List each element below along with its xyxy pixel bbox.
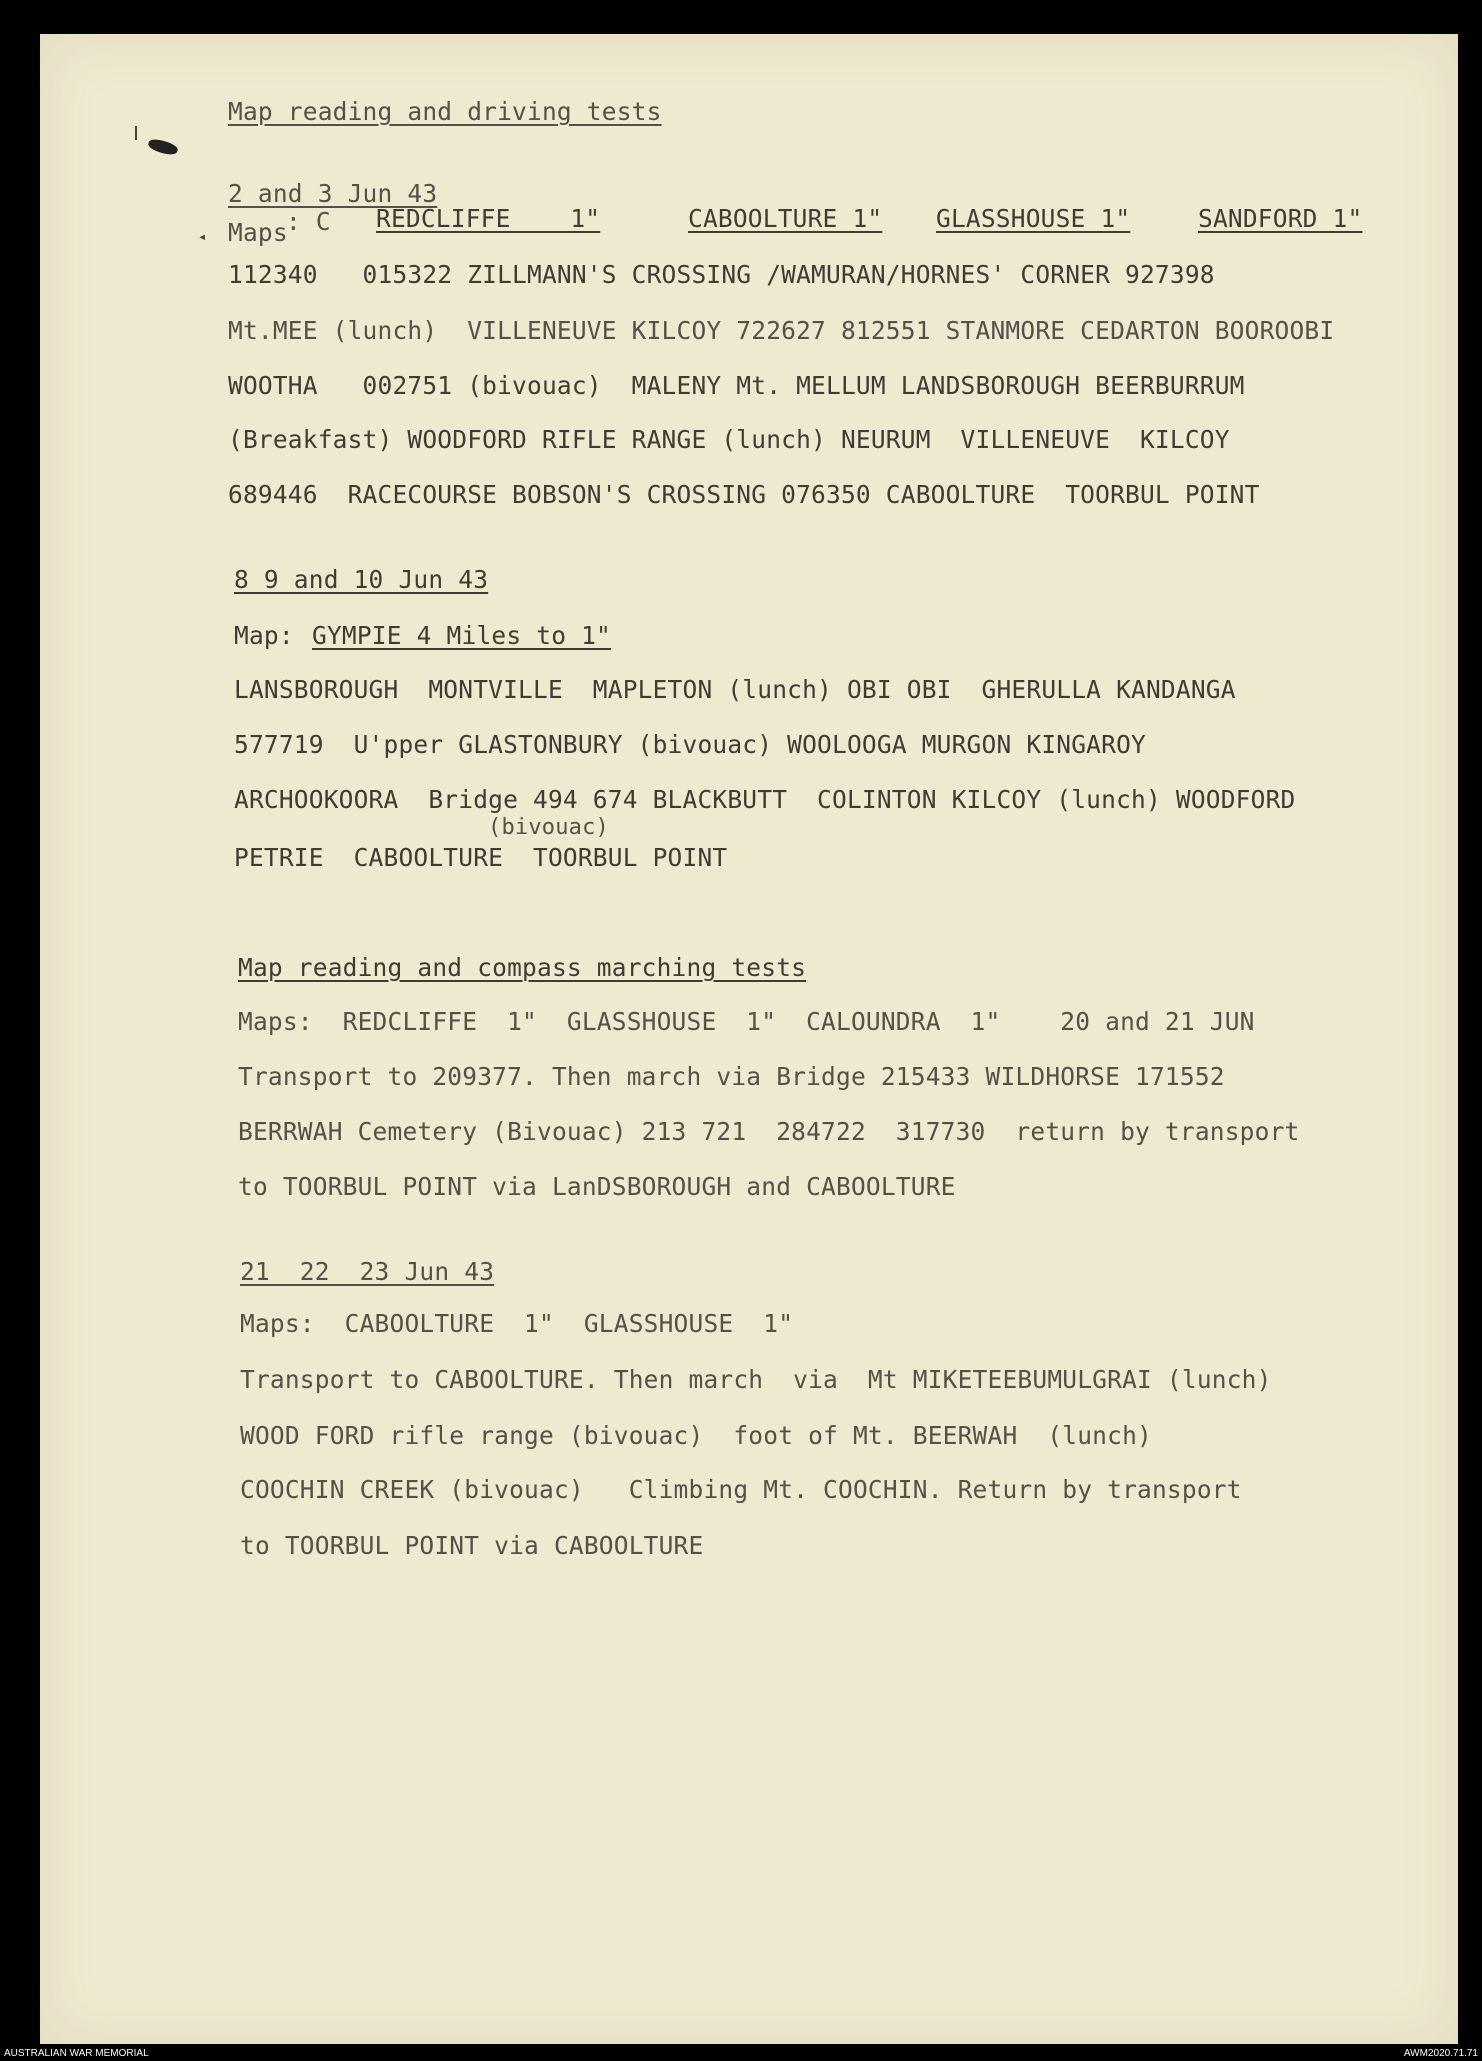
section1-line: (Breakfast) WOODFORD RIFLE RANGE (lunch) NEURUM VILLENEUVE KILCOY bbox=[228, 425, 1230, 454]
section2-line: ARCHOOKOORA Bridge 494 674 BLACKBUTT COLINTON KILCOY (lunch) WOODFORD bbox=[234, 785, 1296, 814]
section1-maps-label: Maps bbox=[228, 218, 288, 247]
arrow-mark-icon: ◂ bbox=[198, 229, 207, 245]
section3-line: to TOORBUL POINT via LanDSBOROUGH and CABOOLTURE bbox=[238, 1172, 956, 1201]
section1-line: 689446 RACECOURSE BOBSON'S CROSSING 076350 CABOOLTURE TOORBUL POINT bbox=[228, 480, 1260, 509]
section1-map-caboolture: CABOOLTURE 1" bbox=[688, 204, 883, 233]
section1-line: 112340 015322 ZILLMANN'S CROSSING /WAMURAN/HORNES' CORNER 927398 bbox=[228, 260, 1215, 289]
section3-line: Maps: REDCLIFFE 1" GLASSHOUSE 1" CALOUNDRA 1" 20 and 21 JUN bbox=[238, 1007, 1255, 1036]
section2-bivouac-note: (bivouac) bbox=[488, 815, 610, 840]
section1-date: 2 and 3 Jun 43 bbox=[228, 179, 438, 208]
section2-date: 8 9 and 10 Jun 43 bbox=[234, 565, 489, 594]
section1-map-redcliffe: REDCLIFFE 1" bbox=[376, 204, 601, 233]
section2-line: 577719 U'pper GLASTONBURY (bivouac) WOOLOOGA MURGON KINGAROY bbox=[234, 730, 1146, 759]
section3-line: Transport to 209377. Then march via Bridge 215433 WILDHORSE 171552 bbox=[238, 1062, 1225, 1091]
section4-line: Maps: CABOOLTURE 1" GLASSHOUSE 1" bbox=[240, 1309, 794, 1338]
footer-credit: AUSTRALIAN WAR MEMORIAL bbox=[4, 2048, 149, 2059]
heading-driving-tests: Map reading and driving tests bbox=[228, 97, 662, 126]
section1-maps-mark: : C bbox=[286, 207, 331, 236]
section2-map-label: Map: bbox=[234, 621, 309, 650]
section4-line: to TOORBUL POINT via CABOOLTURE bbox=[240, 1531, 704, 1560]
section2-line: PETRIE CABOOLTURE TOORBUL POINT bbox=[234, 843, 728, 872]
section3-line: BERRWAH Cemetery (Bivouac) 213 721 284722 317730 return by transport bbox=[238, 1117, 1300, 1146]
section4-line: COOCHIN CREEK (bivouac) Climbing Mt. COOCHIN. Return by transport bbox=[240, 1475, 1242, 1504]
footer-accession-number: AWM2020.71.71 bbox=[1403, 2048, 1478, 2059]
section1-line: Mt.MEE (lunch) VILLENEUVE KILCOY 722627 812551 STANMORE CEDARTON BOOROOBI bbox=[228, 316, 1335, 345]
section1-map-glasshouse: GLASSHOUSE 1" bbox=[936, 204, 1131, 233]
section1-map-sandford: SANDFORD 1" bbox=[1198, 204, 1363, 233]
heading-compass-tests: Map reading and compass marching tests bbox=[238, 953, 807, 982]
section4-line: WOOD FORD rifle range (bivouac) foot of Mt. BEERWAH (lunch) bbox=[240, 1421, 1152, 1450]
section4-line: Transport to CABOOLTURE. Then march via Mt MIKETEEBUMULGRAI (lunch) bbox=[240, 1365, 1272, 1394]
section2-map-gympie: GYMPIE 4 Miles to 1" bbox=[312, 621, 612, 650]
section4-date: 21 22 23 Jun 43 bbox=[240, 1257, 495, 1286]
section2-line: LANSBOROUGH MONTVILLE MAPLETON (lunch) OBI OBI GHERULLA KANDANGA bbox=[234, 675, 1236, 704]
pencil-mark bbox=[135, 126, 137, 140]
section1-line: WOOTHA 002751 (bivouac) MALENY Mt. MELLUM LANDSBOROUGH BEERBURRUM bbox=[228, 371, 1245, 400]
